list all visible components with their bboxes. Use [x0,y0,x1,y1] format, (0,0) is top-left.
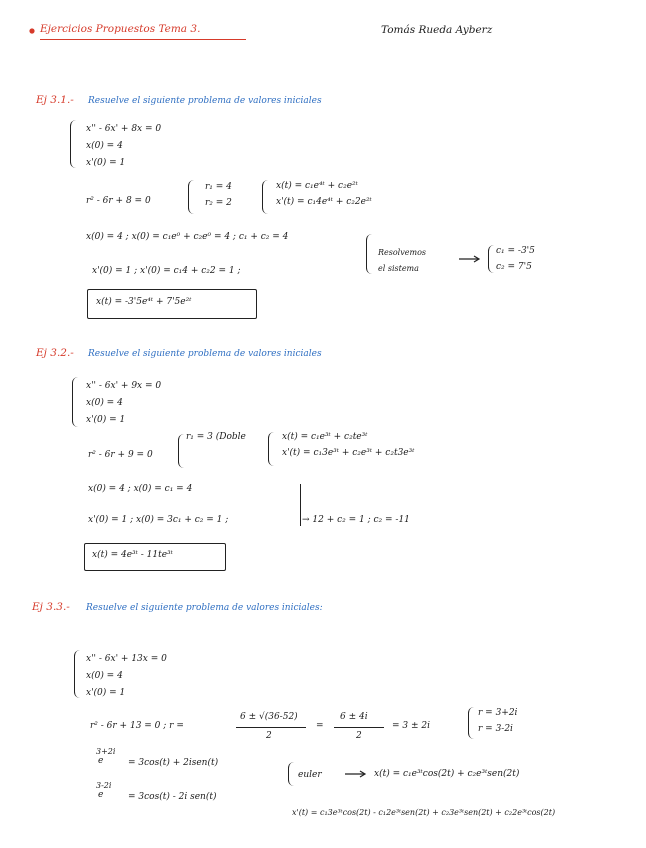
ex3-euler2-exponent: 3-2i [96,781,112,790]
ex1-system-brace [70,120,77,168]
ex3-numerator-1: 6 ± √(36-52) [240,712,298,722]
ex1-result: x(t) = -3'5e⁴ᵗ + 7'5e²ᵗ [96,297,192,307]
ex1-solve-label-2: el sistema [378,264,419,273]
ex1-c1: c₁ = -3'5 [496,246,535,256]
ex2-number: Ej 3.2.- [36,347,74,359]
ex3-derivative: x'(t) = c₁3e³ᵗcos(2t) - c₁2e³ᵗsen(2t) + c₂3e³ᵗsen(2t) + c₂2e³ᵗcos(2t) [292,808,556,817]
ex3-root-1: r = 3+2i [478,708,518,718]
ex3-equals: = [316,721,324,731]
ex3-euler1-rhs: = 3cos(t) + 2isen(t) [128,758,219,768]
ex3-denominator-1: 2 [266,731,272,741]
ex1-cond-x0: x(0) = 4 [86,141,123,151]
ex3-euler1-exponent: 3+2i [96,747,116,756]
ex2-cond-x0: x(0) = 4 [86,398,123,408]
ex3-root-2: r = 3-2i [478,724,513,734]
ex1-heading: Resuelve el siguiente problema de valores iniciales [88,96,322,106]
ex3-numerator-2: 6 ± 4i [340,712,368,722]
ex3-system-brace [74,650,81,698]
ex1-initial-2: x'(0) = 1 ; x'(0) = c₁4 + c₂2 = 1 ; [92,266,241,276]
ex1-constants-brace [488,245,494,273]
ex2-solution-brace [268,432,274,466]
ex3-euler2-base: e [98,790,104,800]
ex3-fraction-bar-1 [236,727,306,728]
ex2-initial-3: → 12 + c₂ = 1 ; c₂ = -11 [302,515,410,525]
ex3-cond-x0: x(0) = 4 [86,671,123,681]
ex3-euler1-base: e [98,756,104,766]
ex2-roots-brace [178,434,184,468]
ex2-double-root: r₁ = 3 (Doble [186,432,246,442]
ex3-roots-brace [468,707,474,739]
ex3-fraction-bar-2 [334,727,384,728]
ex1-root-1: r₁ = 4 [205,182,232,192]
ex1-solve-label-1: Resolvemos [378,248,426,257]
ex1-char-eq: r² - 6r + 8 = 0 [86,196,151,206]
ex1-initial-1: x(0) = 4 ; x(0) = c₁e⁰ + c₂e⁰ = 4 ; c₁ + c₂ = 4 [86,232,289,242]
arrow-icon [344,770,368,778]
ex2-system-brace [72,377,79,427]
ex2-heading: Resuelve el siguiente problema de valores iniciales [88,349,322,359]
ex2-eq: x'' - 6x' + 9x = 0 [86,381,162,391]
ex2-derivative: x'(t) = c₁3e³ᵗ + c₂e³ᵗ + c₂t3e³ᵗ [282,448,415,458]
ex2-general-solution: x(t) = c₁e³ᵗ + c₂te³ᵗ [282,432,368,442]
arrow-icon [458,255,482,263]
author-name: Tomás Rueda Ayberz [381,24,493,36]
bullet-icon [28,27,36,35]
title-underline [40,39,246,40]
ex3-denominator-2: 2 [356,731,362,741]
ex2-initial-2: x'(0) = 1 ; x(0) = 3c₁ + c₂ = 1 ; [88,515,229,525]
ex3-eq: x'' - 6x' + 13x = 0 [86,654,167,664]
ex3-heading: Resuelve el siguiente problema de valores iniciales: [86,603,323,613]
ex3-result-roots: = 3 ± 2i [392,721,430,731]
ex1-number: Ej 3.1.- [36,94,74,106]
ex3-char-eq: r² - 6r + 13 = 0 ; r = [90,721,184,731]
ex1-solution-brace [262,180,268,214]
ex1-roots-brace [188,180,194,214]
ex3-euler2-rhs: = 3cos(t) - 2i sen(t) [128,792,217,802]
ex1-general-solution: x(t) = c₁e⁴ᵗ + c₂e²ᵗ [276,181,358,191]
ex3-number: Ej 3.3.- [32,601,70,613]
ex3-general-solution: x(t) = c₁e³ᵗcos(2t) + c₂e³ᵗsen(2t) [374,769,520,779]
ex2-cond-xp0: x'(0) = 1 [86,415,126,425]
ex2-char-eq: r² - 6r + 9 = 0 [88,450,153,460]
ex1-c2: c₂ = 7'5 [496,262,532,272]
ex2-result: x(t) = 4e³ᵗ - 11te³ᵗ [92,550,173,560]
ex3-euler-label: euler [298,770,322,780]
ex2-initial-1: x(0) = 4 ; x(0) = c₁ = 4 [88,484,193,494]
ex3-cond-xp0: x'(0) = 1 [86,688,126,698]
ex3-euler-brace [288,762,294,786]
ex1-system-solve-brace [366,234,372,274]
ex1-eq: x'' - 6x' + 8x = 0 [86,124,162,134]
ex1-root-2: r₂ = 2 [205,198,232,208]
page-title: Ejercicios Propuestos Tema 3. [40,23,201,35]
ex1-derivative: x'(t) = c₁4e⁴ᵗ + c₂2e²ᵗ [276,197,372,207]
ex1-cond-xp0: x'(0) = 1 [86,158,126,168]
ex2-divider [300,484,301,526]
